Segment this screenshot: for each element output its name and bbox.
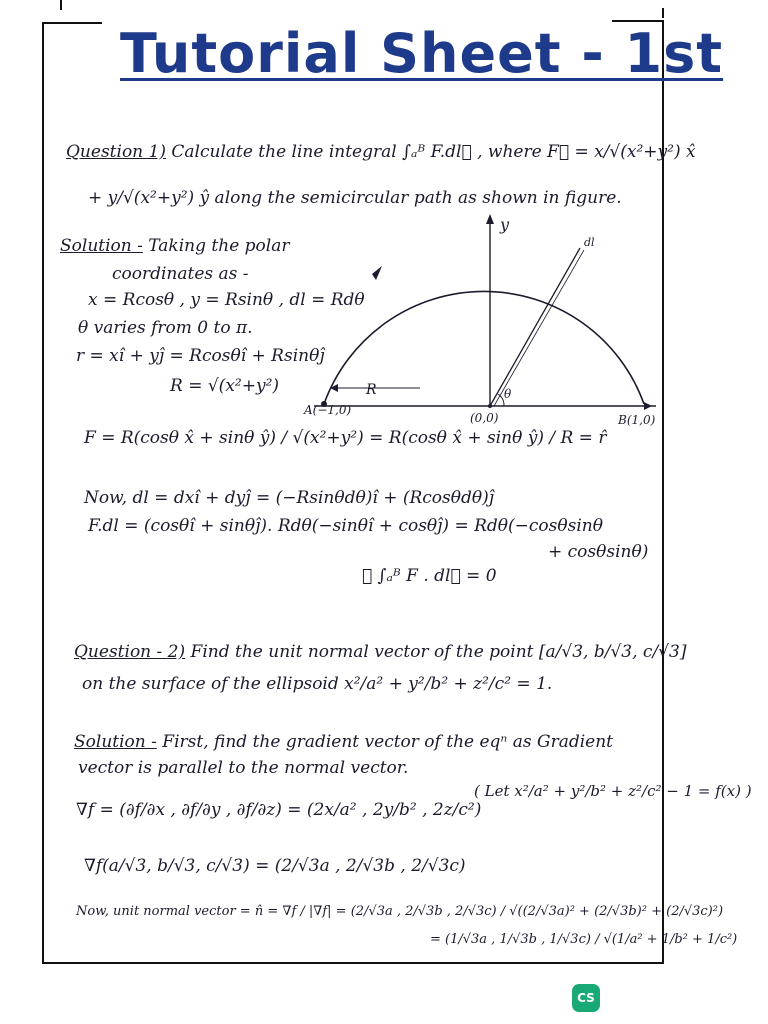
solution-1-line: x = Rcosθ , y = Rsinθ , dl = Rdθ [88, 290, 365, 310]
solution-1-line: F.dl = (cosθî + sinθĵ). Rdθ(−sinθî + cosθĵ) = Rdθ(−cosθsinθ [88, 516, 603, 536]
label-point-a: A(−1,0) [304, 403, 352, 417]
solution-1-line: θ varies from 0 to π. [78, 318, 253, 338]
question-2-label: Question - 2) [74, 642, 186, 662]
question-2 [74, 642, 686, 662]
x-axis-arrow-icon [644, 402, 652, 410]
solution-1-line: r = xî + yĵ = Rcosθî + Rsinθĵ [76, 346, 325, 366]
solution-2-line: ∇f(a/√3, b/√3, c/√3) = (2/√3a , 2/√3b , 2/√3c) [84, 856, 466, 876]
solution-1-line: + cosθsinθ) [548, 542, 649, 562]
page-title: Tutorial Sheet - 1st [120, 22, 724, 85]
camscanner-logo-icon: CS [572, 984, 600, 1012]
frame-left-border [42, 22, 44, 962]
question-1-label: Question 1) [66, 142, 166, 162]
solution-1-label: Solution - [60, 236, 143, 256]
solution-2-line: Now, unit normal vector = n̂ = ∇f / |∇f| = (2/√3a , 2/√3b , 2/√3c) / √((2/√3a)² + (2/√3b)² + (2/√3c)²) [76, 904, 724, 919]
label-y: y [500, 215, 510, 234]
solution-1-line: Taking the polar [148, 236, 290, 256]
question-2-text: Find the unit normal vector of the point [a/√3, b/√3, c/√3] [190, 642, 687, 662]
label-theta: θ [504, 387, 512, 401]
solution-2-line: vector is parallel to the normal vector. [78, 758, 409, 778]
frame-tick [662, 8, 664, 18]
solution-1-line: Now, dl = dxî + dyĵ = (−Rsinθdθ)î + (Rcosθdθ)ĵ [84, 488, 495, 508]
origin-point [488, 404, 492, 408]
label-point-b: B(1,0) [618, 413, 656, 427]
question-1-line-2: + y/√(x²+y²) ŷ along the semicircular path as shown in figure. [88, 188, 622, 208]
label-origin: (0,0) [470, 411, 499, 425]
semicircle-figure [300, 208, 660, 428]
solution-2-line: = (1/√3a , 1/√3b , 1/√3c) / √(1/a² + 1/b² + 1/c²) [430, 932, 738, 947]
label-dl: dl [584, 236, 595, 249]
question-2-line-2: on the surface of the ellipsoid x²/a² + y²/b² + z²/c² = 1. [82, 674, 553, 694]
question-1 [66, 142, 696, 162]
solution-1-result: ∴ ∫ₐᴮ F . dl⃗ = 0 [362, 566, 497, 586]
label-r: R [366, 382, 377, 398]
question-1-text: Calculate the line integral ∫ₐᴮ F.dl⃗ , where F⃗ = x/√(x²+y²) x̂ [171, 142, 696, 162]
solution-2-line: First, find the gradient vector of the eqⁿ as Gradient [162, 732, 613, 752]
y-axis-arrow-icon [486, 214, 494, 224]
solution-2-line: ( Let x²/a² + y²/b² + z²/c² − 1 = f(x) ) [474, 782, 752, 800]
solution-1-line: coordinates as - [112, 264, 249, 284]
solution-1-line: R = √(x²+y²) [170, 376, 280, 396]
frame-bottom-border [42, 962, 664, 964]
solution-1-line: F = R(cosθ x̂ + sinθ ŷ) / √(x²+y²) = R(cosθ x̂ + sinθ ŷ) / R = r̂ [84, 428, 607, 448]
solution-2-heading [74, 732, 613, 752]
solution-1-heading [60, 236, 289, 256]
direction-arrow-icon [372, 266, 382, 280]
frame-tick [60, 0, 62, 10]
radius-line [490, 248, 580, 406]
solution-2-label: Solution - [74, 732, 157, 752]
solution-2-line: ∇f = (∂f/∂x , ∂f/∂y , ∂f/∂z) = (2x/a² , 2y/b² , 2z/c²) [76, 800, 482, 820]
frame-top-left-border [42, 22, 102, 24]
radius-line-2 [494, 250, 584, 406]
